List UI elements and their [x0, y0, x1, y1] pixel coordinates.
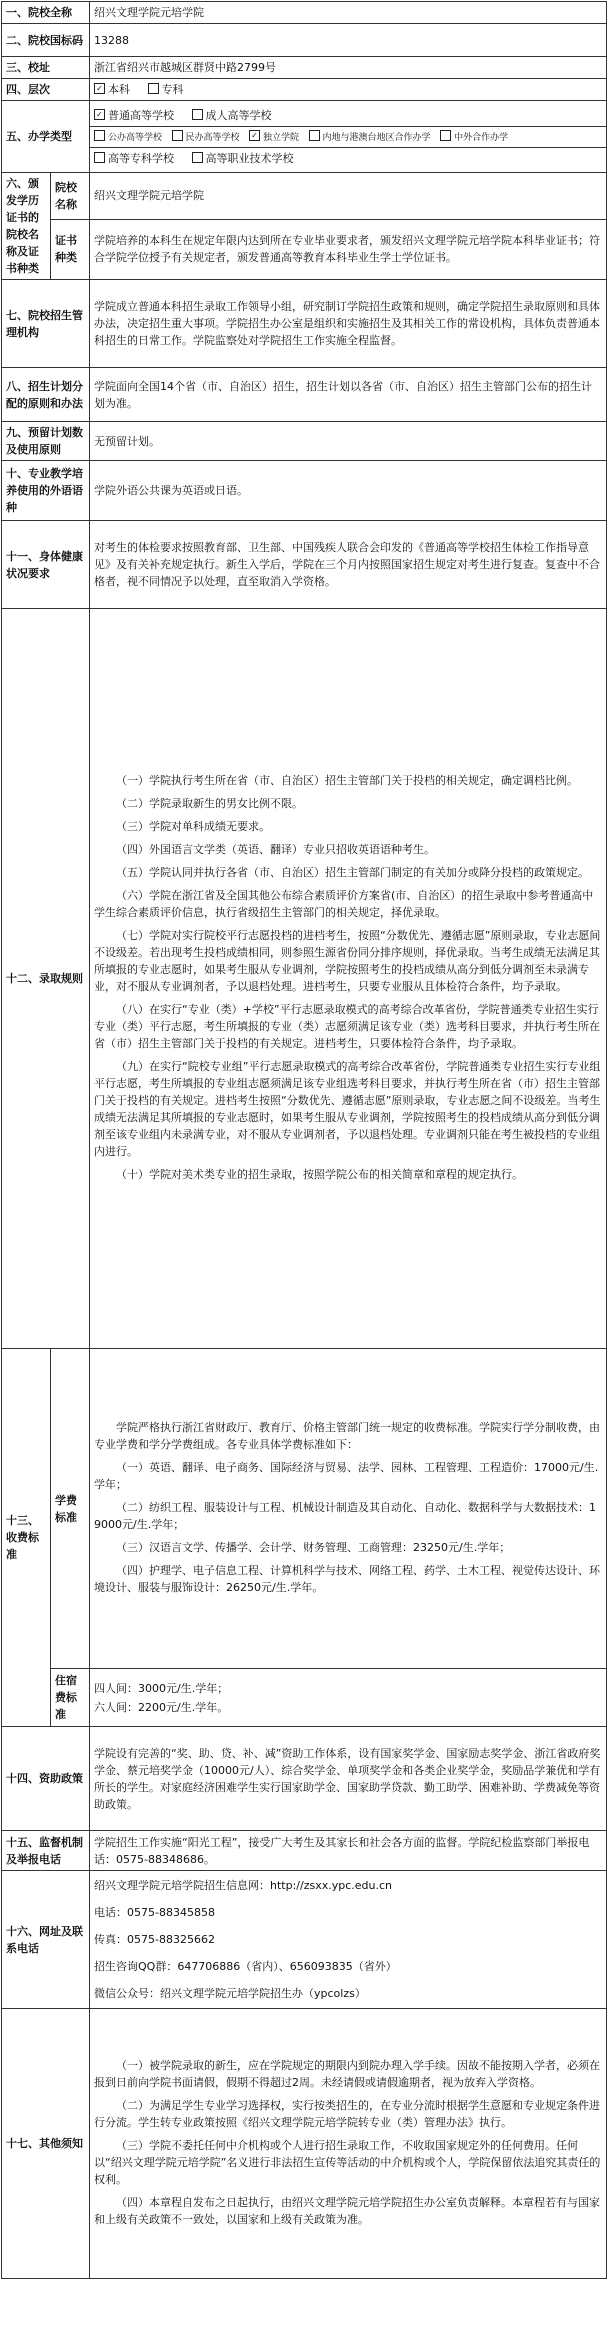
row-admissions-office [2, 280, 607, 368]
label-reserved-plan: 九、预留计划数及使用原则 [2, 422, 90, 461]
value-address: 浙江省绍兴市越城区群贤中路2799号 [90, 57, 607, 79]
label-supervision: 十五、监督机制及举报电话 [2, 1831, 90, 1871]
row-financial-aid [2, 1727, 607, 1831]
value-financial-aid: 学院设有完善的“奖、助、贷、补、减”资助工作体系，设有国家奖学金、国家励志奖学金、浙江省政府奖学金、蔡元培奖学金（10000元/人）、综合奖学金、单项奖学金和各类企业奖学金，奖励品学兼优和学有所长的学生。对家庭经济困难学生实行国家助学金、国家助学贷款、勤工助学、困难补助、学费减免等资助政策。 [90, 1727, 607, 1831]
sublabel-certificate-type: 证书种类 [51, 219, 90, 279]
sublabel-dorm: 住宿费标准 [51, 1669, 90, 1727]
label-fees: 十三、收费标准 [2, 1349, 51, 1727]
rule-paragraph: （八）在实行“专业（类）+学校”平行志愿录取模式的高考综合改革省份，学院普通类专业招生实行专业（类）平行志愿，考生所填报的专业（类）志愿须满足该专业（类）选考科目要求，并执行考生所在省（市）招生主管部门关于投档的有关规定。进档考生，只要体检符合条件，均予录取。 [94, 1002, 600, 1050]
value-reserved-plan: 无预留计划。 [90, 422, 607, 461]
contact-website: 绍兴文理学院元培学院招生信息网：http://zsxx.ypc.edu.cn [94, 1879, 392, 1892]
row-supervision [2, 1831, 607, 1871]
value-foreign-language: 学院外语公共课为英语或日语。 [90, 461, 607, 521]
option-undergraduate: ✓ 本科 [94, 83, 130, 96]
note-paragraph: （二）为满足学生专业学习选择权，实行按类招生的，在专业分流时根据学生意愿和专业规定条件进行分流。学生转专业政策按照《绍兴文理学院元培学院转专业（类）管理办法》执行。 [94, 2098, 600, 2129]
checkbox-checked-icon [94, 109, 105, 120]
school-type-line3: 高等专科学校 高等职业技术学校 [90, 148, 606, 169]
sublabel-tuition: 学费标准 [51, 1349, 90, 1669]
checkbox-icon [440, 130, 451, 141]
rule-paragraph: （六）学院在浙江省及全国其他公布综合素质评价方案省(市、自治区）的招生录取中参考普通高中学生综合素质评价信息，执行省级招生主管部门的相关规定，择优录取。 [94, 888, 594, 919]
tuition-item: （二）纺织工程、服装设计与工程、机械设计制造及其自动化、自动化、数据科学与大数据技术：19000元/生.学年； [94, 1500, 596, 1531]
checkbox-checked-icon [94, 83, 105, 94]
checkbox-icon [172, 130, 183, 141]
checkbox-checked-icon [249, 130, 260, 141]
rule-paragraph: （十）学院对美术类专业的招生录取，按照学院公布的相关简章和章程的规定执行。 [116, 1167, 523, 1181]
label-health-requirements: 十一、身体健康状况要求 [2, 521, 90, 609]
label-school-code: 二、院校国标码 [2, 24, 90, 57]
sublabel-school-name: 院校名称 [51, 173, 90, 220]
row-contact [2, 1871, 607, 2009]
value-school-type [90, 101, 607, 173]
row-school-type [2, 101, 607, 173]
value-admission-rules [90, 609, 607, 1349]
row-tuition [2, 1349, 607, 1669]
tuition-item: （三）汉语言文学、传播学、会计学、财务管理、工商管理：23250元/生.学年； [116, 1540, 511, 1554]
row-school-name [2, 2, 607, 24]
value-school-code: 13288 [90, 24, 607, 57]
row-foreign-language [2, 461, 607, 521]
rule-paragraph: （二）学院录取新生的男女比例不限。 [116, 796, 303, 810]
value-dorm [90, 1669, 607, 1727]
contact-qq: 招生咨询QQ群：647706886（省内）、656093835（省外） [94, 1960, 397, 1973]
row-school-code [2, 24, 607, 57]
rule-paragraph: （四）外国语言文学类（英语、翻译）专业只招收英语语种考生。 [116, 842, 435, 856]
row-plan-allocation [2, 368, 607, 422]
tuition-intro: 学院严格执行浙江省财政厅、教育厅、价格主管部门统一规定的收费标准。学院实行学分制收费，由专业学费和学分学费组成。各专业具体学费标准如下： [94, 1420, 600, 1451]
label-admissions-office: 七、院校招生管理机构 [2, 280, 90, 368]
value-other-notes [90, 2009, 607, 2279]
label-financial-aid: 十四、资助政策 [2, 1727, 90, 1831]
contact-phone: 电话：0575-88345858 [94, 1906, 215, 1919]
label-school-name: 一、院校全称 [2, 2, 90, 24]
rule-paragraph: （九）在实行“院校专业组”平行志愿录取模式的高考综合改革省份，学院普通类专业招生实行专业组平行志愿，考生所填报的专业组志愿须满足该专业组选考科目要求，并执行考生所在省（市）招生主管部门关于投档的有关规定。进档考生按照“分数优先、遵循志愿”原则录取，专业志愿之间不设级差。当考生成绩无法满足其所填报的专业志愿时，如果考生服从专业调剂，学院按照考生的投档成绩从高分到低分调剂至该专业组内未录满专业，对不服从专业调剂者，予以退档处理。专业调剂只能在考生被投档的专业组内进行。 [94, 1059, 601, 1158]
school-type-line2: 公办高等学校 民办高等学校 ✓ 独立学院 内地与港澳台地区合作办学 中外合作办学 [90, 127, 606, 148]
row-address [2, 57, 607, 79]
label-other-notes: 十七、其他须知 [2, 2009, 90, 2279]
checkbox-icon [94, 152, 105, 163]
admissions-charter-table [1, 1, 607, 2279]
rule-paragraph: （五）学院认同并执行各省（市、自治区）招生主管部门制定的有关加分或降分投档的政策规定。 [116, 865, 589, 879]
row-reserved-plan [2, 422, 607, 461]
note-paragraph: （一）被学院录取的新生，应在学院规定的期限内到院办理入学手续。因故不能按期入学者，必须在报到日前向学院书面请假，假期不得超过2周。未经请假或请假逾期者，视为放弃入学资格。 [94, 2058, 600, 2089]
label-school-type: 五、办学类型 [2, 101, 90, 173]
value-tuition [90, 1349, 607, 1669]
label-address: 三、校址 [2, 57, 90, 79]
value-certificate-type: 学院培养的本科生在规定年限内达到所在专业毕业要求者，颁发绍兴文理学院元培学院本科毕业证书；符合学院学位授予有关规定者，颁发普通高等教育本科毕业生学士学位证书。 [90, 219, 607, 279]
rule-paragraph: （一）学院执行考生所在省（市、自治区）招生主管部门关于投档的相关规定，确定调档比例。 [116, 773, 578, 787]
checkbox-icon [192, 109, 203, 120]
label-certificate: 六、颁发学历证书的院校名称及证书种类 [2, 173, 51, 280]
dorm-item: 六人间：2200元/生.学年。 [94, 1700, 229, 1714]
label-contact: 十六、网址及联系电话 [2, 1871, 90, 2009]
row-dorm-fees [2, 1669, 607, 1727]
row-certificate-type [2, 219, 607, 279]
checkbox-icon [148, 83, 159, 94]
row-level [2, 79, 607, 101]
row-other-notes [2, 2009, 607, 2279]
note-paragraph: （四）本章程自发布之日起执行，由绍兴文理学院元培学院招生办公室负责解释。本章程若有与国家和上级有关政策不一致处，以国家和上级有关政策为准。 [94, 2195, 600, 2226]
row-certificate-school [2, 173, 607, 220]
value-contact [90, 1871, 607, 2009]
checkbox-icon [94, 130, 105, 141]
value-level [90, 79, 607, 101]
value-certificate-school: 绍兴文理学院元培学院 [90, 173, 607, 220]
row-admission-rules [2, 609, 607, 1349]
label-admission-rules: 十二、录取规则 [2, 609, 90, 1349]
value-plan-allocation: 学院面向全国14个省（市、自治区）招生，招生计划以各省（市、自治区）招生主管部门公布的招生计划为准。 [90, 368, 607, 422]
school-type-line1: ✓普通高等学校 成人高等学校 [90, 105, 606, 127]
rule-paragraph: （七）学院对实行院校平行志愿投档的进档考生，按照“分数优先、遵循志愿”原则录取，专业志愿间不设级差。若出现考生投档成绩相同，则参照生源省份同分排序规则，择优录取。当考生成绩无法满足其所填报的专业志愿时，如果考生服从专业调剂，学院按照考生的投档成绩从高分到低分调剂至未录满专业，对不服从专业调剂者，予以退档处理。进档考生，只要专业服从且体检符合条件，均予录取。 [94, 928, 601, 993]
option-junior-college: 专科 [148, 83, 184, 96]
contact-fax: 传真：0575-88325662 [94, 1933, 215, 1946]
value-health-requirements: 对考生的体检要求按照教育部、卫生部、中国残疾人联合会印发的《普通高等学校招生体检工作指导意见》及有关补充规定执行。新生入学后，学院在三个月内按照国家招生规定对考生进行复查。复查中不合格者，视不同情况予以处理，直至取消入学资格。 [90, 521, 607, 609]
value-supervision: 学院招生工作实施“阳光工程”，接受广大考生及其家长和社会各方面的监督。学院纪检监察部门举报电话：0575-88348686。 [90, 1831, 607, 1871]
tuition-item: （一）英语、翻译、电子商务、国际经济与贸易、法学、园林、工程管理、工程造价：17000元/生.学年； [94, 1460, 599, 1491]
value-admissions-office: 学院成立普通本科招生录取工作领导小组，研究制订学院招生政策和规则，确定学院招生录取原则和具体办法，决定招生重大事项。学院招生办公室是组织和实施招生及其相关工作的常设机构，具体负责普通本科招生的日常工作。学院监察处对学院招生工作实施全程监督。 [90, 280, 607, 368]
row-health-requirements [2, 521, 607, 609]
tuition-item: （四）护理学、电子信息工程、计算机科学与技术、网络工程、药学、土木工程、视觉传达设计、环境设计、服装与服饰设计：26250元/生.学年。 [94, 1563, 600, 1594]
label-foreign-language: 十、专业教学培养使用的外语语种 [2, 461, 90, 521]
note-paragraph: （三）学院不委托任何中介机构或个人进行招生录取工作，不收取国家规定外的任何费用。任何以“绍兴文理学院元培学院”名义进行非法招生宣传等活动的中介机构或个人，学院保留依法追究其责任的权利。 [94, 2138, 601, 2186]
rule-paragraph: （三）学院对单科成绩无要求。 [116, 819, 270, 833]
checkbox-icon [192, 152, 203, 163]
checkbox-icon [309, 130, 320, 141]
label-plan-allocation: 八、招生计划分配的原则和办法 [2, 368, 90, 422]
dorm-item: 四人间：3000元/生.学年； [94, 1681, 229, 1695]
value-school-name: 绍兴文理学院元培学院 [90, 2, 607, 24]
label-level: 四、层次 [2, 79, 90, 101]
contact-wechat: 微信公众号：绍兴文理学院元培学院招生办（ypcolzs） [94, 1987, 366, 2000]
